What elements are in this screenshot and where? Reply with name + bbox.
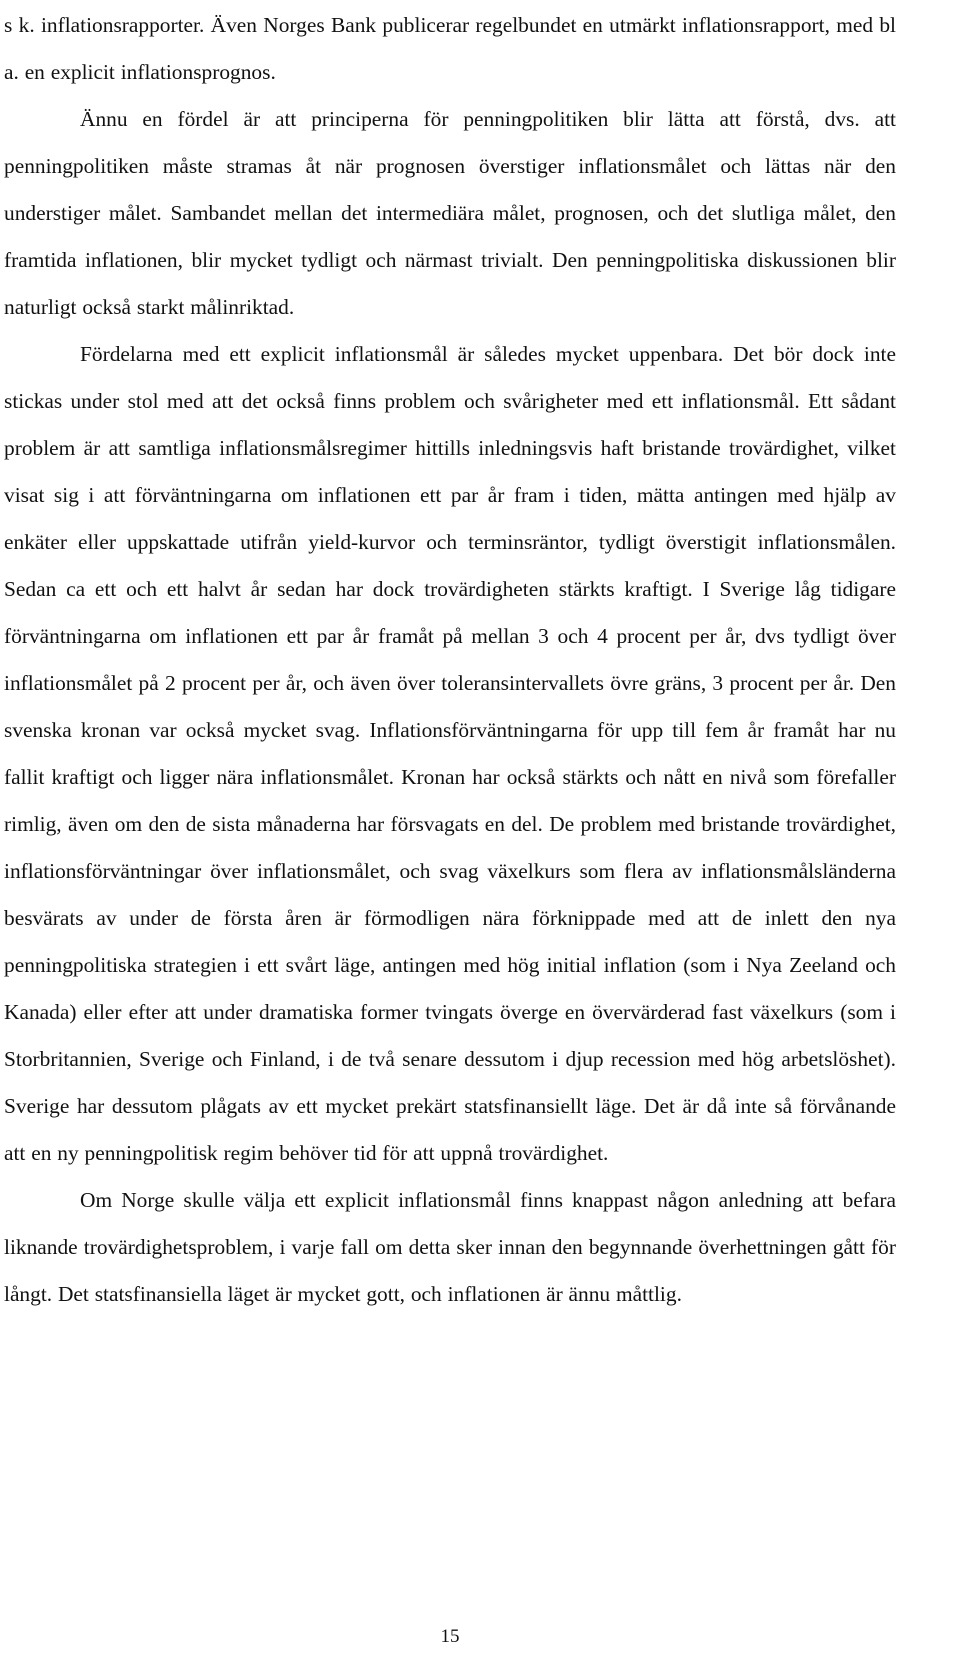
paragraph-2: Ännu en fördel är att principerna för penningpolitiken blir lätta att förstå, dvs. att penningpolitiken måste stramas åt när prognosen överstiger inflationsmålet och lättas när den understiger målet. Sambandet mellan det intermediära målet, prognosen, och det slutliga målet, den framtida inflationen, blir mycket tydligt och närmast trivialt. Den penningpolitiska diskussionen blir naturligt också starkt målinriktad.: [4, 107, 896, 319]
page-number: 15: [440, 1626, 460, 1647]
paragraph-4: Om Norge skulle välja ett explicit inflationsmål finns knappast någon anledning att befara liknande trovärdighetsproblem, i varje fall om detta sker innan den begynnande överhettningen gått för långt. Det statsfinansiella läget är mycket gott, och inflationen är ännu måttlig.: [4, 1188, 896, 1306]
paragraph-1: s k. inflationsrapporter. Även Norges Bank publicerar regelbundet en utmärkt inflationsrapport, med bl a. en explicit inflationsprognos.: [4, 13, 896, 84]
paragraph-3: Fördelarna med ett explicit inflationsmål är således mycket uppenbara. Det bör dock inte stickas under stol med att det också finns problem och svårigheter med ett inflationsmål. Ett sådant problem är att samtliga inflationsmålsregimer hittills inledningsvis haft bristande trovärdighet, vilket visat sig i att förväntningarna om inflationen ett par år fram i tiden, mätta antingen med hjälp av enkäter eller uppskattade utifrån yield-kurvor och terminsräntor, tydligt överstigit inflationsmålen. Sedan ca ett och ett halvt år sedan har dock trovärdigheten stärkts kraftigt. I Sverige låg tidigare förväntningarna om inflationen ett par år framåt på mellan 3 och 4 procent per år, dvs tydligt över inflationsmålet på 2 procent per år, och även över toleransintervallets övre gräns, 3 procent per år. Den svenska kronan var också mycket svag. Inflationsförväntningarna för upp till fem år framåt har nu fallit kraftigt och ligger nära inflationsmålet. Kronan har också stärkts och nått en nivå som förefaller rimlig, även om den de sista månaderna har försvagats en del. De problem med bristande trovärdighet, inflationsförväntningar över inflationsmålet, och svag växelkurs som flera av inflationsmålsländerna besvärats av under de första åren är förmodligen nära förknippade med att de inlett den nya penningpolitiska strategien i ett svårt läge, antingen med hög initial inflation (som i Nya Zeeland och Kanada) eller efter att under dramatiska former tvingats överge en övervärderad fast växelkurs (som i Storbritannien, Sverige och Finland, i de två senare dessutom i djup recession med hög arbetslöshet). Sverige har dessutom plågats av ett mycket prekärt statsfinansiellt läge. Det är då inte så förvånande att en ny penningpolitisk regim behöver tid för att uppnå trovärdighet.: [4, 342, 896, 1165]
